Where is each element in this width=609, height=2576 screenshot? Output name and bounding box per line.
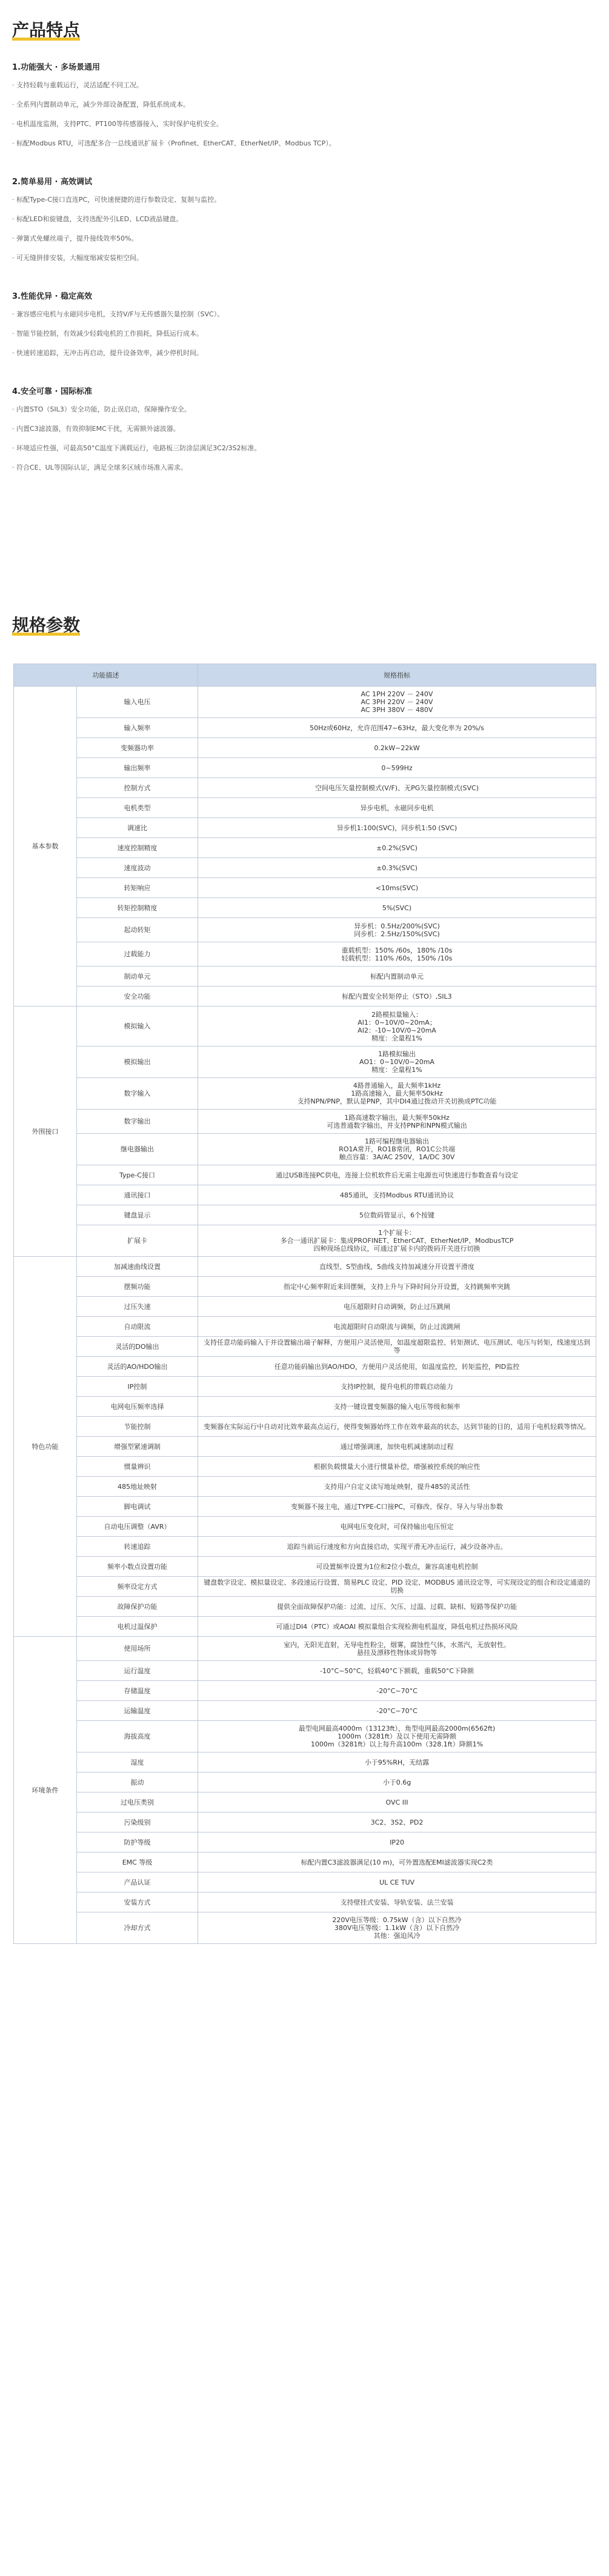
spec-value: ±0.3%(SVC): [198, 858, 596, 878]
feature-group: [12, 61, 594, 153]
spec-item: 转速追踪: [77, 1537, 198, 1557]
spec-item: 运输温度: [77, 1701, 198, 1721]
spec-item: 电机类型: [77, 798, 198, 818]
spec-item: 控制方式: [77, 778, 198, 798]
spec-category: 外围接口: [14, 1007, 77, 1257]
table-row: [14, 1078, 596, 1110]
table-row: [14, 1577, 596, 1597]
table-row: [14, 967, 596, 987]
table-row: [14, 1165, 596, 1185]
features-title: 产品特点: [12, 20, 81, 40]
spec-value: UL CE TUV: [198, 1872, 596, 1892]
feature-item: · 内置STO（SIL3）安全功能，防止误启动，保障操作安全。: [12, 405, 191, 413]
feature-item: · 智能节能控制，有效减少轻载电机的工作损耗，降低运行成本。: [12, 330, 203, 338]
spec-item: 过压失速: [77, 1297, 198, 1317]
table-row: [14, 738, 596, 758]
spec-value: 小于0.6g: [198, 1772, 596, 1792]
spec-value: 5位数码管显示，6个按键: [198, 1205, 596, 1225]
table-row: [14, 687, 596, 718]
table-row: [14, 858, 596, 878]
feature-group: [12, 175, 594, 268]
spec-value: 标配内置安全转矩停止（STO）,SIL3: [198, 987, 596, 1007]
spec-value: 标配内置C3滤波器满足(10 m)，可外置选配EMI滤波器实现C2类: [198, 1852, 596, 1872]
table-row: [14, 1557, 596, 1577]
table-row: [14, 1185, 596, 1205]
spec-value: 1路高速数字输出，最大频率50kHz 可选普通数字输出，并支持PNP和NPN模式输出: [198, 1110, 596, 1134]
spec-value: -20°C~70°C: [198, 1681, 596, 1701]
spec-value: <10ms(SVC): [198, 878, 596, 898]
spec-value: 4路普通输入，最大频率1kHz 1路高速输入，最大频率50kHz 支持NPN/PNP，默认是PNP，其中DI4通过拨动开关切换成PTC功能: [198, 1078, 596, 1110]
spec-value: 标配内置制动单元: [198, 967, 596, 987]
spec-value: 最型电网最高4000m（13123ft），角型电网最高2000m(6562ft) 1000m（3281ft）及以下使用无需降额 1000m（3281ft）以上每升高100m（328.1ft）降额1%: [198, 1721, 596, 1752]
table-row: [14, 1357, 596, 1377]
spec-item: 485地址映射: [77, 1477, 198, 1497]
spec-value: 直线型、S型曲线，5曲线支持加减速分开设置平滑度: [198, 1257, 596, 1277]
spec-header-row: [14, 664, 596, 687]
table-row: [14, 1297, 596, 1317]
spec-item: 自动电压调整（AVR）: [77, 1517, 198, 1537]
spec-value: 支持IP控制，提升电机的带载启动能力: [198, 1377, 596, 1397]
spec-item: 速度控制精度: [77, 838, 198, 858]
spec-item: 继电器输出: [77, 1134, 198, 1165]
spec-item: 频率小数点设置功能: [77, 1557, 198, 1577]
feature-item: · 标配LED和旋键盘，支持选配外引LED、LCD液晶键盘。: [12, 215, 183, 223]
spec-item: 输入频率: [77, 718, 198, 738]
table-row: [14, 1007, 596, 1047]
table-row: [14, 1110, 596, 1134]
spec-value: 任意功能码输出到AO/HDO，方便用户灵活使用，如温度监控，转矩监控，PID监控: [198, 1357, 596, 1377]
spec-value: 可设置频率设置为1位和2位小数点，兼容高速电机控制: [198, 1557, 596, 1577]
table-row: [14, 758, 596, 778]
spec-value: 提供全面故障保护功能：过流、过压、欠压、过温、过载、缺相、短路等保护功能: [198, 1597, 596, 1617]
table-row: [14, 1721, 596, 1752]
table-row: [14, 898, 596, 918]
spec-item: 振动: [77, 1772, 198, 1792]
spec-item: 摆频功能: [77, 1277, 198, 1297]
table-row: [14, 1497, 596, 1517]
table-row: [14, 1701, 596, 1721]
feature-item: · 电机温度监测，支持PTC、PT100等传感器接入，实时保护电机安全。: [12, 120, 223, 128]
spec-value: 小于95%RH，无结露: [198, 1752, 596, 1772]
table-row: [14, 818, 596, 838]
table-row: [14, 1537, 596, 1557]
feature-item: · 支持轻载与重载运行，灵活适配不同工况。: [12, 81, 143, 89]
spec-item: 扩展卡: [77, 1225, 198, 1257]
spec-value: 220V电压等级：0.75kW（含）以下自然冷 380V电压等级：1.1kW（含）以下自然冷 其他：强迫风冷: [198, 1912, 596, 1944]
table-row: [14, 1597, 596, 1617]
feature-item: · 环境适应性强，可最高50°C温度下满载运行，电路板三防涂层满足3C2/3S2标准。: [12, 444, 261, 452]
header-func: 功能描述: [14, 664, 198, 687]
spec-item: 键盘显示: [77, 1205, 198, 1225]
spec-value: 通过USB连接PC供电，连接上位机软件后无需主电源也可快速进行参数查看与设定: [198, 1165, 596, 1185]
spec-item: 模拟输出: [77, 1047, 198, 1078]
spec-value: 电网电压变化时，可保持输出电压恒定: [198, 1517, 596, 1537]
spec-category: 基本参数: [14, 687, 77, 1007]
spec-value: 异步机1:100(SVC)，同步机1:50 (SVC): [198, 818, 596, 838]
spec-item: 灵活的AO/HDO输出: [77, 1357, 198, 1377]
feature-item: · 标配Modbus RTU，可选配多合一总线通讯扩展卡（Profinet、EtherCAT、EtherNet/IP、Modbus TCP）。: [12, 139, 336, 147]
table-row: [14, 878, 596, 898]
spec-item: 自动限流: [77, 1317, 198, 1337]
spec-item: 安装方式: [77, 1892, 198, 1912]
spec-value: -20°C~70°C: [198, 1701, 596, 1721]
spec-item: 安全功能: [77, 987, 198, 1007]
spec-value: 通过增强调速，加快电机减速制动过程: [198, 1437, 596, 1457]
spec-category: 环境条件: [14, 1637, 77, 1944]
spec-item: EMC 等级: [77, 1852, 198, 1872]
spec-value: 支持用户自定义读写地址映射，提升485的灵活性: [198, 1477, 596, 1497]
spec-value: 0~599Hz: [198, 758, 596, 778]
table-row: [14, 1477, 596, 1497]
table-row: [14, 987, 596, 1007]
table-row: [14, 778, 596, 798]
spec-value: 1路可编程继电器输出 RO1A常开，RO1B常闭，RO1C公共端 触点容量：3A/AC 250V，1A/DC 30V: [198, 1134, 596, 1165]
spec-value: OVC III: [198, 1792, 596, 1812]
spec-item: 故障保护功能: [77, 1597, 198, 1617]
spec-item: 起动转矩: [77, 918, 198, 942]
table-row: [14, 1397, 596, 1417]
table-row: [14, 1317, 596, 1337]
spec-item: 惯量辨识: [77, 1457, 198, 1477]
table-row: [14, 1617, 596, 1637]
table-row: [14, 1277, 596, 1297]
spec-item: 加减速曲线设置: [77, 1257, 198, 1277]
feature-heading: 2.简单易用 · 高效调试: [12, 178, 92, 187]
feature-item: · 全系列内置制动单元，减少外部设备配置，降低系统成本。: [12, 101, 190, 108]
spec-item: 输入电压: [77, 687, 198, 718]
spec-item: 使用场所: [77, 1637, 198, 1661]
spec-item: 数字输出: [77, 1110, 198, 1134]
table-row: [14, 942, 596, 967]
spec-value: 0.2kW~22kW: [198, 738, 596, 758]
table-row: [14, 1852, 596, 1872]
spec-item: 转矩控制精度: [77, 898, 198, 918]
spec-item: IP控制: [77, 1377, 198, 1397]
header-spec: 规格指标: [198, 664, 596, 687]
spec-value: IP20: [198, 1832, 596, 1852]
spec-item: 转矩响应: [77, 878, 198, 898]
table-row: [14, 1912, 596, 1944]
spec-value: ±0.2%(SVC): [198, 838, 596, 858]
spec-item: 变频器功率: [77, 738, 198, 758]
table-row: [14, 1892, 596, 1912]
feature-heading: 3.性能优异 · 稳定高效: [12, 292, 92, 301]
spec-item: Type-C接口: [77, 1165, 198, 1185]
table-row: [14, 1377, 596, 1397]
feature-heading: 1.功能强大 · 多场景通用: [12, 63, 100, 72]
spec-value: 根据负载惯量大小进行惯量补偿，增强被控系统的响应性: [198, 1457, 596, 1477]
table-row: [14, 1337, 596, 1357]
feature-group: [12, 290, 594, 363]
features-list: [12, 61, 594, 499]
spec-item: 冷却方式: [77, 1912, 198, 1944]
spec-value: 指定中心频率附近来回摆频，支持上升与下降时间分开设置，支持跳频率突跳: [198, 1277, 596, 1297]
table-row: [14, 1257, 596, 1277]
table-row: [14, 1792, 596, 1812]
feature-heading: 4.安全可靠 · 国际标准: [12, 387, 92, 396]
spec-table: [13, 664, 596, 1944]
spec-item: 防护等级: [77, 1832, 198, 1852]
table-row: [14, 1047, 596, 1078]
table-row: [14, 798, 596, 818]
spec-value: 可通过DI4（PTC）或AOAI 模拟量组合实现检测电机温度，降低电机过热损坏风险: [198, 1617, 596, 1637]
table-row: [14, 1417, 596, 1437]
spec-value: 异步机：0.5Hz/200%(SVC) 同步机：2.5Hz/150%(SVC): [198, 918, 596, 942]
spec-value: 电流超限时自动限流与调频，防止过流跳闸: [198, 1317, 596, 1337]
feature-item: · 标配Type-C接口直连PC，可快速便捷的进行参数设定、复制与监控。: [12, 196, 221, 204]
table-row: [14, 1681, 596, 1701]
feature-item: · 符合CE、UL等国际认证，满足全球多区域市场准入需求。: [12, 464, 187, 471]
spec-value: AC 1PH 220V － 240V AC 3PH 220V － 240V AC 3PH 380V － 480V: [198, 687, 596, 718]
spec-value: 键盘数字设定、模拟量设定、多段速运行设置、简易PLC 设定、PID 设定、MODBUS 通讯设定等，可实现设定的组合和设定通道的切换: [198, 1577, 596, 1597]
spec-value: -10°C~50°C，轻载40°C下额载，重载50°C下降额: [198, 1661, 596, 1681]
spec-item: 过电压类别: [77, 1792, 198, 1812]
spec-item: 电网电压频率选择: [77, 1397, 198, 1417]
table-row: [14, 1517, 596, 1537]
spec-item: 存储温度: [77, 1681, 198, 1701]
spec-value: 2路模拟量输入： AI1：0~10V/0~20mA； AI2：-10~10V/0~20mA 精度：全量程1%: [198, 1007, 596, 1047]
spec-item: 制动单元: [77, 967, 198, 987]
spec-item: 运行温度: [77, 1661, 198, 1681]
table-row: [14, 1872, 596, 1892]
spec-item: 污染级别: [77, 1812, 198, 1832]
spec-value: 重载机型：150% /60s，180% /10s 轻载机型：110% /60s，150% /10s: [198, 942, 596, 967]
spec-value: 追踪当前运行速度和方向直接启动，实现平滑无冲击运行，减少设备冲击。: [198, 1537, 596, 1557]
table-row: [14, 1457, 596, 1477]
table-row: [14, 1134, 596, 1165]
spec-item: 速度波动: [77, 858, 198, 878]
table-row: [14, 718, 596, 738]
spec-value: 变频器在实际运行中自动对比效率最高点运行，使得变频器始终工作在效率最高的状态，达到节能的目的，适用于电机轻载等情况。: [198, 1417, 596, 1437]
spec-value: 3C2、3S2、PD2: [198, 1812, 596, 1832]
spec-item: 模拟输入: [77, 1007, 198, 1047]
table-row: [14, 1437, 596, 1457]
feature-item: · 内置C3滤波器，有效抑制EMC干扰，无需额外滤波器。: [12, 425, 180, 433]
spec-value: 异步电机，永磁同步电机: [198, 798, 596, 818]
spec-value: 5%(SVC): [198, 898, 596, 918]
spec-category: 特色功能: [14, 1257, 77, 1637]
spec-item: 增强型紧速调制: [77, 1437, 198, 1457]
spec-value: 电压超限时自动调频，防止过压跳闸: [198, 1297, 596, 1317]
spec-value: 变频器不接主电，通过TYPE-C口接PC，可修改、保存、导入与导出参数: [198, 1497, 596, 1517]
spec-value: 50Hz或60Hz，允许范围47~63Hz，最大变化率为 20%/s: [198, 718, 596, 738]
table-row: [14, 1225, 596, 1257]
spec-item: 海拔高度: [77, 1721, 198, 1752]
spec-item: 数字输入: [77, 1078, 198, 1110]
spec-value: 支持壁挂式安装、导轨安装、法兰安装: [198, 1892, 596, 1912]
spec-item: 频率设定方式: [77, 1577, 198, 1597]
spec-item: 通讯接口: [77, 1185, 198, 1205]
specs-title: 规格参数: [12, 615, 81, 635]
spec-item: 灵活的DO输出: [77, 1337, 198, 1357]
spec-value: 室内，无阳光直射，无导电性粉尘，烟雾，腐蚀性气体，水蒸汽，无放射性。 悬挂及漂移性物体或异物等: [198, 1637, 596, 1661]
spec-value: 支持任意功能码输入于并设置输出端子解释，方便用户灵活使用，如温度超限监控、转矩测试、电压测试、电压与转矩，线速度达到等: [198, 1337, 596, 1357]
spec-item: 输出频率: [77, 758, 198, 778]
table-row: [14, 1772, 596, 1792]
spec-value: 485通讯，支持Modbus RTU通讯协议: [198, 1185, 596, 1205]
spec-item: 调速比: [77, 818, 198, 838]
feature-group: [12, 385, 594, 478]
spec-item: 脚电调试: [77, 1497, 198, 1517]
table-row: [14, 1832, 596, 1852]
table-row: [14, 838, 596, 858]
feature-item: · 可无缝拼排安装，大幅度缩减安装柜空间。: [12, 254, 143, 262]
spec-value: 1个扩展卡： 多合一通讯扩展卡：集成PROFINET、EtherCAT、EtherNet/IP、ModbusTCP 四种现场总线协议，可通过扩展卡内的拨码开关进行切换: [198, 1225, 596, 1257]
table-row: [14, 918, 596, 942]
spec-value: 支持一键设置变频器的输入电压等级和频率: [198, 1397, 596, 1417]
feature-item: · 快速转速追踪，无冲击再启动，提升设备效率，减少停机时间。: [12, 349, 203, 357]
spec-item: 过载能力: [77, 942, 198, 967]
spec-item: 产品认证: [77, 1872, 198, 1892]
table-row: [14, 1661, 596, 1681]
table-row: [14, 1812, 596, 1832]
spec-item: 湿度: [77, 1752, 198, 1772]
feature-item: · 弹簧式免螺丝端子，提升接线效率50%。: [12, 235, 138, 242]
table-row: [14, 1752, 596, 1772]
table-row: [14, 1205, 596, 1225]
table-row: [14, 1637, 596, 1661]
spec-item: 电机过温保护: [77, 1617, 198, 1637]
spec-value: 空间电压矢量控制模式(V/F)、无PG矢量控制模式(SVC): [198, 778, 596, 798]
spec-table-wrap: [13, 664, 596, 1944]
spec-item: 节能控制: [77, 1417, 198, 1437]
spec-value: 1路模拟输出 AO1：0~10V/0~20mA 精度：全量程1%: [198, 1047, 596, 1078]
feature-item: · 兼容感应电机与永磁同步电机，支持V/F与无传感器矢量控制（SVC）。: [12, 310, 224, 318]
